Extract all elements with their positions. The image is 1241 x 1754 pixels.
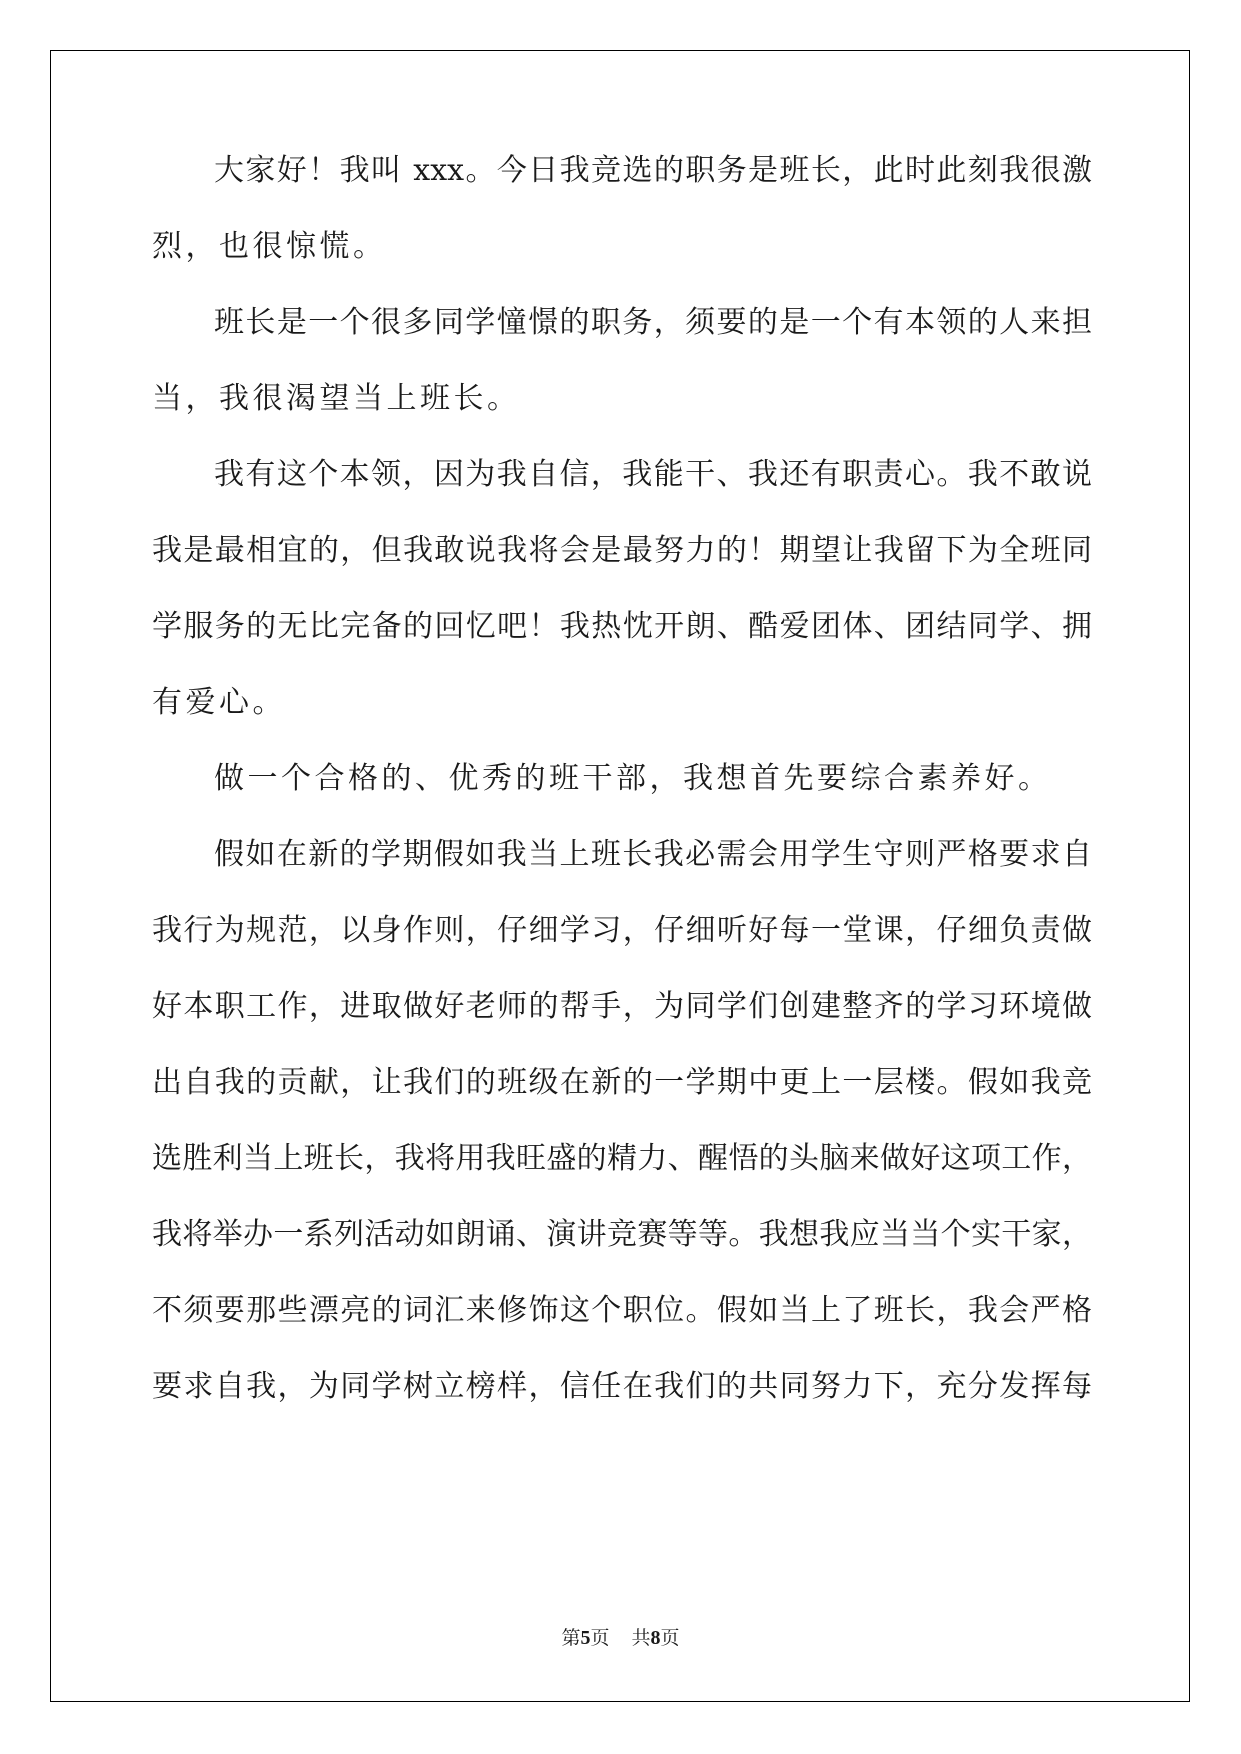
- text-line-16: 不须要那些漂亮的词汇来修饰这个职位。假如当上了班长，我会严格: [152, 1293, 1092, 1328]
- text-line-7: 学服务的无比完备的回忆吧！我热忱开朗、酷爱团体、团结同学、拥: [152, 609, 1092, 644]
- text-line-11: 我行为规范，以身作则，仔细学习，仔细听好每一堂课，仔细负责做: [152, 913, 1092, 948]
- current-page-number: 5: [580, 1627, 591, 1649]
- text-line-15: 我将举办一系列活动如朗诵、演讲竞赛等等。我想我应当当个实干家，: [152, 1217, 1092, 1252]
- text-line-1: 大家好！我叫 xxx。今日我竞选的职务是班长，此时此刻我很激: [214, 153, 1092, 188]
- page-prefix: 第: [561, 1627, 581, 1649]
- total-pages-number: 8: [650, 1627, 661, 1649]
- text-line-6: 我是最相宜的，但我敢说我将会是最努力的！期望让我留下为全班同: [152, 533, 1092, 568]
- text-line-9: 做一个合格的、优秀的班干部，我想首先要综合素养好。: [214, 761, 1052, 796]
- text-line-4: 当，我很渴望当上班长。: [152, 381, 521, 416]
- page-footer: [0, 1624, 1241, 1652]
- text-line-17: 要求自我，为同学树立榜样，信任在我们的共同努力下，充分发挥每: [152, 1369, 1092, 1404]
- text-line-13: 出自我的贡献，让我们的班级在新的一学期中更上一层楼。假如我竞: [152, 1065, 1092, 1100]
- text-line-12: 好本职工作，进取做好老师的帮手，为同学们创建整齐的学习环境做: [152, 989, 1092, 1024]
- text-line-8: 有爱心。: [152, 685, 286, 720]
- text-line-14: 选胜利当上班长，我将用我旺盛的精力、醒悟的头脑来做好这项工作，: [152, 1141, 1092, 1176]
- text-line-3: 班长是一个很多同学憧憬的职务，须要的是一个有本领的人来担: [214, 305, 1092, 340]
- total-suffix: 页: [660, 1627, 680, 1649]
- text-line-10: 假如在新的学期假如我当上班长我必需会用学生守则严格要求自: [214, 837, 1092, 872]
- page-suffix: 页: [590, 1627, 610, 1649]
- text-line-2: 烈，也很惊慌。: [152, 229, 387, 264]
- total-prefix: 共: [631, 1627, 651, 1649]
- text-line-5: 我有这个本领，因为我自信，我能干、我还有职责心。我不敢说: [214, 457, 1092, 492]
